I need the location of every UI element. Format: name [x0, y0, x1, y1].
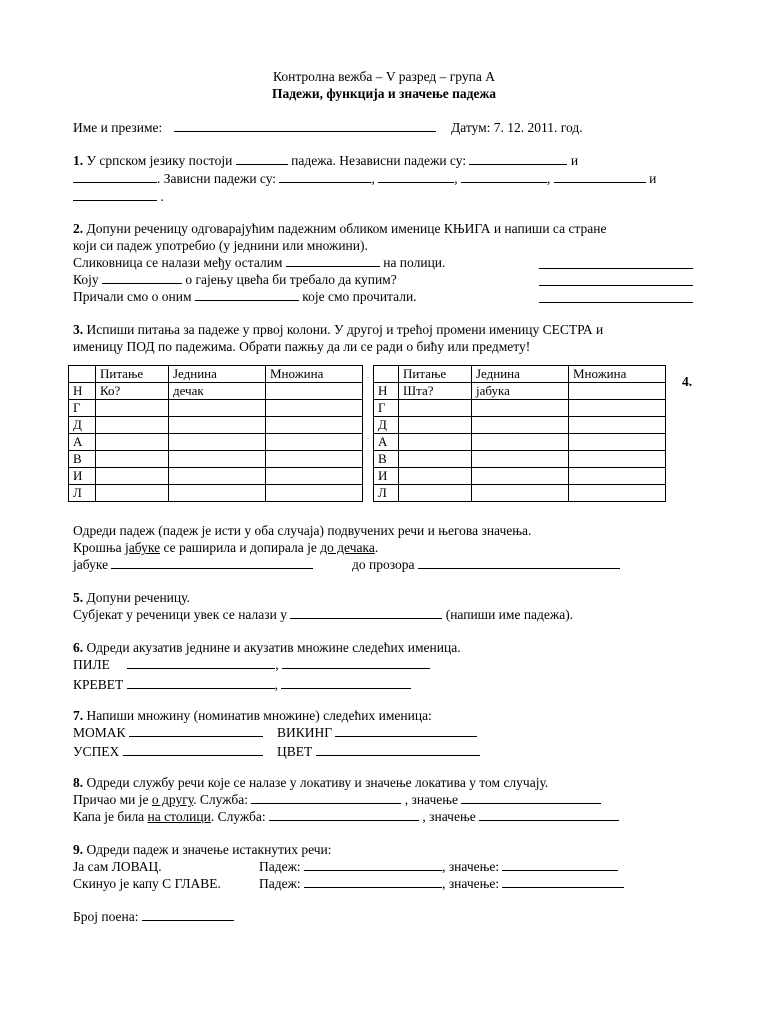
q4-instruction: Одреди падеж (падеж је исти у оба случаја) подвучених речи и његова значења. [73, 523, 532, 538]
q5-sentence [73, 607, 573, 623]
plural-cell[interactable] [569, 434, 666, 451]
q2-sentence-2 [73, 272, 397, 288]
q9-meaning-label: , значење: [442, 876, 500, 891]
table-row [374, 485, 666, 502]
q8-s2-meaning-blank[interactable] [479, 809, 619, 821]
q2-s3-text-a: Причали смо о оним [73, 289, 192, 304]
q4-underlined-word-2: до дечака [320, 540, 375, 555]
question-cell[interactable] [399, 468, 472, 485]
q8-s1-underlined: о другу [151, 792, 194, 807]
q2-s2-case-blank[interactable] [539, 274, 693, 286]
q4-underlined-word-1: јабуке [125, 540, 161, 555]
q9-number: 9. [73, 842, 84, 857]
q1-blank-count[interactable] [236, 153, 288, 165]
case-label: Н [374, 383, 399, 400]
q7-text: Напиши множину (номинатив множине) следећих именица: [86, 708, 432, 723]
q6-blank-1a[interactable] [127, 657, 275, 669]
question-cell[interactable] [96, 400, 169, 417]
q9-case-label: Падеж: [259, 876, 301, 891]
q7-number: 7. [73, 708, 84, 723]
question-cell[interactable] [399, 400, 472, 417]
q8-s2-function-blank[interactable] [269, 809, 419, 821]
question-cell[interactable] [399, 417, 472, 434]
table-row [69, 383, 363, 400]
q8-s1-meaning-label: , значење [404, 792, 459, 807]
case-label: Д [374, 417, 399, 434]
question-cell[interactable] [96, 434, 169, 451]
q6-blank-2b[interactable] [281, 677, 411, 689]
q2-s3-blank[interactable] [195, 289, 299, 301]
case-label: Д [69, 417, 96, 434]
table-row [374, 383, 666, 400]
q7-instruction [73, 708, 432, 724]
q4-text-b: се раширила и допирала је [160, 540, 321, 555]
q9-answer-2 [259, 876, 624, 892]
q6-comma: , [275, 657, 279, 672]
q9-case-label: Падеж: [259, 859, 301, 874]
table-row [69, 400, 363, 417]
q1-blank-dependent-5[interactable] [73, 189, 157, 201]
q2-s3-text-b: које смо прочитали. [302, 289, 417, 304]
q8-s1-meaning-blank[interactable] [461, 792, 601, 804]
q6-instruction [73, 640, 461, 656]
singular-cell[interactable] [472, 468, 569, 485]
q6-text: Одреди акузатив једнине и акузатив множине следећих именица. [86, 640, 461, 655]
q8-s2-text-a: Капа је била [73, 809, 148, 824]
singular-cell[interactable] [169, 451, 266, 468]
table-row [69, 485, 363, 502]
q3-text-1: Испиши питања за падеже у првој колони. У другој и трећој промени именицу СЕСТРА и [86, 322, 604, 337]
singular-cell[interactable]: дечак [169, 383, 266, 400]
q1-text-e: и [649, 171, 657, 186]
q2-s2-text-a: Коју [73, 272, 99, 287]
q1-blank-dependent-3[interactable] [461, 171, 547, 183]
singular-cell[interactable] [169, 417, 266, 434]
q7-row-1 [73, 725, 263, 741]
singular-cell[interactable] [472, 400, 569, 417]
q4-sentence [73, 540, 378, 556]
question-cell[interactable] [399, 485, 472, 502]
name-row [73, 120, 583, 136]
worksheet-title: Контролна вежба – V разред – група А [273, 69, 495, 84]
q7-word-2: ВИКИНГ [277, 725, 333, 740]
q2-sentence-1 [73, 255, 445, 271]
plural-cell[interactable] [266, 434, 363, 451]
q5-blank[interactable] [290, 607, 442, 619]
q9-text: Одреди падеж и значење истакнутих речи: [86, 842, 332, 857]
q5-text-a: Субјекат у реченици увек се налази у [73, 607, 287, 622]
q4-text-c: . [374, 540, 379, 555]
plural-cell[interactable] [569, 383, 666, 400]
q8-s1-function-blank[interactable] [251, 792, 401, 804]
table-header-cell: Једнина [472, 366, 569, 383]
q2-number: 2. [73, 221, 84, 236]
singular-cell[interactable]: јабука [472, 383, 569, 400]
points-label: Број поена: [73, 909, 139, 924]
q1-text-f: . [160, 189, 164, 204]
q7-row-1b [277, 725, 477, 741]
q3-instruction-1 [73, 322, 603, 338]
case-label: Л [69, 485, 96, 502]
question-cell[interactable] [96, 451, 169, 468]
q1-text-a: У српском језику постоји [86, 153, 233, 168]
q6-number: 6. [73, 640, 84, 655]
q8-instruction [73, 775, 548, 791]
singular-cell[interactable] [169, 400, 266, 417]
plural-cell[interactable] [569, 485, 666, 502]
q9-sentence-1: Ја сам ЛОВАЦ. [73, 859, 162, 874]
table-header-row [69, 366, 363, 383]
declension-table-1 [68, 365, 363, 502]
q3-number: 3. [73, 322, 84, 337]
case-label: А [374, 434, 399, 451]
q8-s2-text-b: . Служба: [210, 809, 266, 824]
question-cell[interactable]: Ко? [96, 383, 169, 400]
q1-blank-dependent-1[interactable] [279, 171, 371, 183]
question-cell[interactable] [96, 468, 169, 485]
q6-word-1: ПИЛЕ [73, 657, 110, 672]
table-row [374, 434, 666, 451]
q4-answer-1 [73, 557, 313, 573]
points-row [73, 909, 234, 925]
q9-sentence-2: Скинуо је капу С ГЛАВЕ. [73, 876, 221, 891]
q5-instruction [73, 590, 190, 606]
q2-s1-text-b: на полици. [383, 255, 446, 270]
plural-cell[interactable] [569, 451, 666, 468]
declension-table-2 [373, 365, 666, 502]
q9-instruction [73, 842, 332, 858]
q1-blank-dependent-4[interactable] [554, 171, 646, 183]
q4-answer-2 [352, 557, 620, 573]
points-field[interactable] [142, 909, 234, 921]
table-row [374, 451, 666, 468]
q7-word-4: ЦВЕТ [277, 744, 313, 759]
singular-cell[interactable] [169, 434, 266, 451]
q1-blank-independent-2[interactable] [73, 171, 157, 183]
q2-s2-blank[interactable] [102, 272, 182, 284]
q8-number: 8. [73, 775, 84, 790]
q7-row-2b [277, 744, 480, 760]
plural-cell[interactable] [266, 400, 363, 417]
q8-s2-meaning-label: , значење [422, 809, 476, 824]
q4-blank-1[interactable] [111, 557, 313, 569]
table-header-row [374, 366, 666, 383]
q6-blank-2a[interactable] [127, 677, 275, 689]
name-field[interactable] [174, 120, 436, 132]
q4-word-1: јабуке [73, 557, 109, 572]
table-header-cell: Једнина [169, 366, 266, 383]
q2-s1-blank[interactable] [286, 255, 380, 267]
table-row [69, 468, 363, 485]
q7-blank-4[interactable] [316, 744, 480, 756]
q3-instruction-2: именицу ПОД по падежима. Обрати пажњу да ли се ради о бићу или предмету! [73, 339, 531, 354]
q6-word-2: КРЕВЕТ [73, 677, 124, 692]
q2-sentence-3 [73, 289, 417, 305]
q8-sentence-2 [73, 809, 619, 825]
q9-case-blank-2[interactable] [304, 876, 442, 888]
q7-blank-3[interactable] [123, 744, 263, 756]
singular-cell[interactable] [472, 451, 569, 468]
singular-cell[interactable] [472, 417, 569, 434]
q1-number: 1. [73, 153, 84, 168]
case-label: В [69, 451, 96, 468]
q4-blank-2[interactable] [418, 557, 620, 569]
q2-text-1: Допуни реченицу одговарајућим падежним обликом именице КЊИГА и напиши са стране [86, 221, 607, 236]
q8-s1-text-a: Причао ми је [73, 792, 152, 807]
table-row [374, 417, 666, 434]
table-header-cell: Питање [399, 366, 472, 383]
q2-s3-case-blank[interactable] [539, 291, 693, 303]
plural-cell[interactable] [569, 417, 666, 434]
question-cell[interactable] [96, 417, 169, 434]
question-cell[interactable] [96, 485, 169, 502]
q6-comma: , [274, 677, 279, 692]
case-label: И [374, 468, 399, 485]
table-header-cell [374, 366, 399, 383]
q2-instruction-1 [73, 221, 606, 237]
table-row [69, 417, 363, 434]
table-header-cell: Множина [569, 366, 666, 383]
q9-meaning-blank-1[interactable] [502, 859, 618, 871]
q1-blank-independent-1[interactable] [469, 153, 567, 165]
q2-instruction-2: који си падеж употребио (у једнини или множини). [73, 238, 368, 253]
plural-cell[interactable] [266, 417, 363, 434]
q9-meaning-label: , значење: [442, 859, 500, 874]
plural-cell[interactable] [569, 400, 666, 417]
table-row [69, 434, 363, 451]
table-header-cell: Множина [266, 366, 363, 383]
q1-line-1 [73, 153, 578, 169]
plural-cell[interactable] [569, 468, 666, 485]
q6-blank-1b[interactable] [282, 657, 430, 669]
name-label: Име и презиме: [73, 120, 163, 135]
q5-number: 5. [73, 590, 84, 605]
plural-cell[interactable] [266, 451, 363, 468]
table-row [374, 468, 666, 485]
q2-s1-case-blank[interactable] [539, 257, 693, 269]
q1-blank-dependent-2[interactable] [378, 171, 454, 183]
q8-sentence-1 [73, 792, 601, 808]
table-row [374, 400, 666, 417]
q1-text-d: . Зависни падежи су: [157, 171, 277, 186]
q5-text: Допуни реченицу. [86, 590, 190, 605]
q4-text-a: Крошња [73, 540, 126, 555]
q4-number: 4. [682, 374, 693, 389]
singular-cell[interactable] [169, 485, 266, 502]
case-label: Г [69, 400, 96, 417]
case-label: В [374, 451, 399, 468]
q9-answer-1 [259, 859, 618, 875]
singular-cell[interactable] [472, 485, 569, 502]
q1-line-3 [73, 189, 164, 205]
singular-cell[interactable] [472, 434, 569, 451]
plural-cell[interactable] [266, 383, 363, 400]
case-label: А [69, 434, 96, 451]
q1-text-c: и [570, 153, 579, 168]
question-cell[interactable] [399, 451, 472, 468]
q7-word-3: УСПЕХ [73, 744, 120, 759]
q8-s1-text-b: . Служба: [193, 792, 248, 807]
q7-word-1: МОМАК [73, 725, 126, 740]
q2-s1-text-a: Сликовница се налази међу осталим [73, 255, 283, 270]
date-label: Датум: 7. 12. 2011. год. [450, 120, 583, 135]
q2-s2-text-b: о гајењу цвећа би требало да купим? [185, 272, 397, 287]
q1-comma: , [454, 171, 458, 186]
case-label: Л [374, 485, 399, 502]
worksheet-subtitle: Падежи, функција и значење падежа [271, 86, 497, 101]
singular-cell[interactable] [169, 468, 266, 485]
plural-cell[interactable] [266, 485, 363, 502]
q7-blank-2[interactable] [335, 725, 477, 737]
q8-s2-underlined: на столици [147, 809, 211, 824]
table-header-cell: Питање [96, 366, 169, 383]
q9-meaning-blank-2[interactable] [502, 876, 624, 888]
q1-text-b: падежа. Независни падежи су: [291, 153, 467, 168]
q7-blank-1[interactable] [129, 725, 263, 737]
table-header-cell [69, 366, 96, 383]
q1-comma: , [546, 171, 551, 186]
q1-comma: , [371, 171, 375, 186]
table-row [69, 451, 363, 468]
case-label: И [69, 468, 96, 485]
q8-text: Одреди службу речи које се налазе у локативу и значење локатива у том случају. [86, 775, 549, 790]
q7-row-2 [73, 744, 263, 760]
q4-word-2: до прозора [352, 557, 415, 572]
question-cell[interactable] [399, 434, 472, 451]
case-label: Н [69, 383, 96, 400]
question-cell[interactable]: Шта? [399, 383, 472, 400]
q6-row-2 [73, 677, 411, 693]
q5-text-b: (напиши име падежа). [445, 607, 574, 622]
q1-line-2 [73, 171, 656, 187]
q6-row-1 [73, 657, 430, 673]
q9-case-blank-1[interactable] [304, 859, 442, 871]
plural-cell[interactable] [266, 468, 363, 485]
case-label: Г [374, 400, 399, 417]
